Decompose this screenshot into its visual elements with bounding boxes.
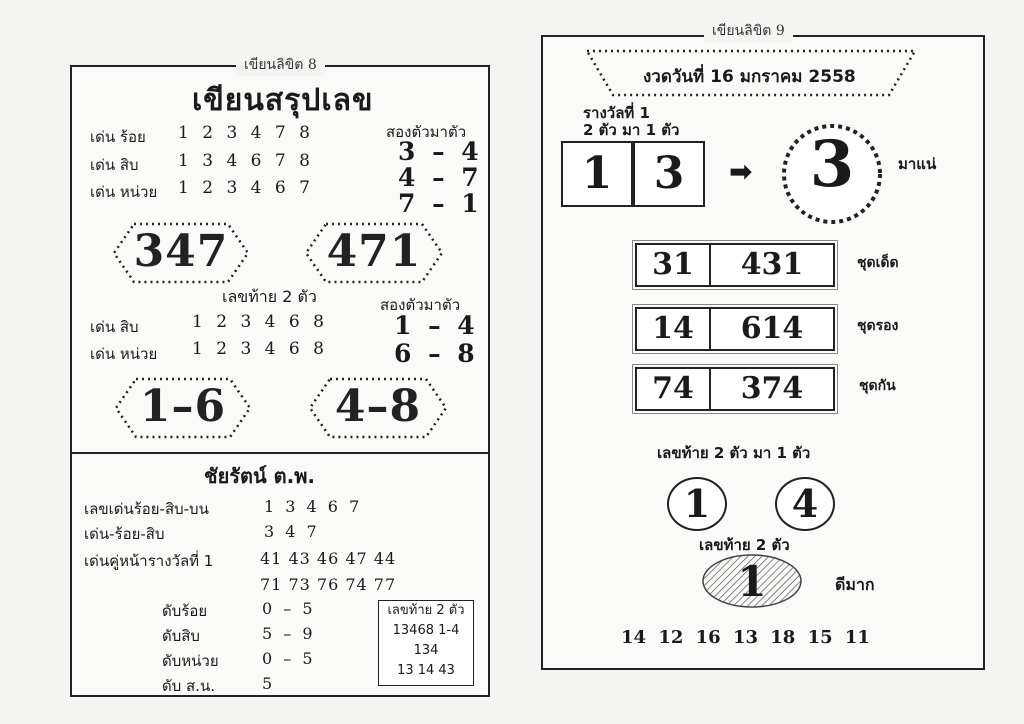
oval-label: ดีมาก — [835, 575, 875, 594]
box-line: 134 — [413, 643, 439, 658]
drop-value: 0 – 5 — [262, 649, 316, 668]
hex-number: 1–6 — [139, 381, 227, 432]
hex-number-box — [114, 377, 252, 439]
pair-value: 6 – 8 — [394, 339, 479, 368]
circle-number: 4 — [775, 477, 835, 531]
hex-number-box — [308, 377, 448, 439]
section-divider — [72, 452, 488, 454]
hex-number-box — [112, 222, 250, 284]
drop-value: 0 – 5 — [262, 599, 316, 618]
row-digits: 1 3 4 6 7 8 — [178, 151, 314, 171]
row-label: เด่น หน่วย — [90, 183, 158, 201]
drop-value: 5 — [262, 674, 276, 693]
digit-box: 3 — [633, 141, 705, 207]
set-label: ชุดรอง — [857, 318, 899, 334]
box-line: 13468 1-4 — [392, 623, 460, 638]
tail-summary-box — [378, 600, 474, 686]
lower-value: 3 4 7 — [264, 522, 320, 541]
bottom-numbers: 14 12 16 13 18 15 11 — [621, 627, 870, 648]
circle-number: 1 — [667, 477, 727, 531]
hex-number: 347 — [133, 226, 229, 277]
row-label: เด่น สิบ — [90, 318, 139, 336]
row-label: เด่น ร้อย — [90, 128, 146, 146]
row-digits: 1 2 3 4 7 8 — [178, 123, 314, 143]
big-label: มาแน่ — [898, 155, 937, 173]
set-short: 14 — [637, 309, 711, 349]
pair-heading: สองตัวมาตัว — [380, 296, 461, 314]
left-page-label: เขียนลิขิต 8 — [236, 54, 325, 76]
pair-heading: สองตัวมาตัว — [386, 123, 467, 141]
draw-date: งวดวันที่ 16 มกราคม 2558 — [643, 67, 856, 87]
lower-value: 1 3 4 6 7 — [264, 497, 363, 516]
pair-value: 4 – 7 — [398, 163, 483, 192]
box-heading: เลขท้าย 2 ตัว — [387, 603, 465, 618]
oval-number: 1 — [737, 557, 767, 606]
number-set — [635, 243, 835, 287]
rank-subheading: 2 ตัว มา 1 ตัว — [583, 121, 680, 139]
drop-label: ดับสิบ — [162, 627, 200, 645]
lower-title: ชัยรัตน์ ต.พ. — [204, 464, 316, 488]
set-short: 31 — [637, 245, 711, 285]
set-long: 431 — [740, 247, 804, 282]
hex-number: 471 — [326, 226, 422, 277]
left-page — [70, 65, 490, 697]
number-set — [635, 307, 835, 351]
number-set — [635, 367, 835, 411]
row-digits: 1 2 3 4 6 7 — [178, 178, 314, 198]
row-label: เด่น หน่วย — [90, 345, 158, 363]
set-long: 374 — [740, 371, 804, 406]
row-label: เด่น สิบ — [90, 156, 139, 174]
right-page-label: เขียนลิขิต 9 — [704, 20, 793, 42]
big-number: 3 — [809, 127, 855, 202]
tail-heading: เลขท้าย 2 ตัว — [699, 536, 790, 554]
lower-value: 71 73 76 74 77 — [260, 575, 397, 594]
pair-value: 7 – 1 — [398, 189, 483, 218]
box-line: 13 14 43 — [397, 663, 455, 678]
right-page — [541, 35, 985, 670]
set-label: ชุดเด็ด — [857, 255, 899, 271]
lower-label: เด่นคู่หน้ารางวัลที่ 1 — [84, 552, 214, 570]
drop-label: ดับร้อย — [162, 602, 208, 620]
set-label: ชุดกัน — [859, 378, 896, 394]
pair-value: 3 – 4 — [398, 137, 483, 166]
drop-label: ดับหน่วย — [162, 652, 219, 670]
lower-value: 41 43 46 47 44 — [260, 549, 397, 568]
drop-value: 5 – 9 — [262, 624, 316, 643]
arrow-icon: ➡ — [729, 155, 753, 188]
digit-box: 1 — [561, 141, 633, 207]
lower-label: เลขเด่นร้อย-สิบ-บน — [84, 500, 209, 518]
left-title: เขียนสรุปเลข — [192, 83, 374, 118]
hex-number-box — [304, 222, 444, 284]
lower-label: เด่น-ร้อย-สิบ — [84, 525, 165, 543]
row-digits: 1 2 3 4 6 8 — [192, 339, 328, 359]
row-digits: 1 2 3 4 6 8 — [192, 312, 328, 332]
drop-label: ดับ ส.น. — [162, 677, 215, 695]
rank-heading: รางวัลที่ 1 — [583, 104, 650, 122]
pair-value: 1 – 4 — [394, 311, 479, 340]
set-long: 614 — [740, 311, 804, 346]
tail-heading: เลขท้าย 2 ตัว มา 1 ตัว — [657, 444, 811, 462]
set-short: 74 — [637, 369, 711, 409]
tail-heading: เลขท้าย 2 ตัว — [222, 287, 317, 306]
hex-number: 4–8 — [334, 381, 422, 432]
